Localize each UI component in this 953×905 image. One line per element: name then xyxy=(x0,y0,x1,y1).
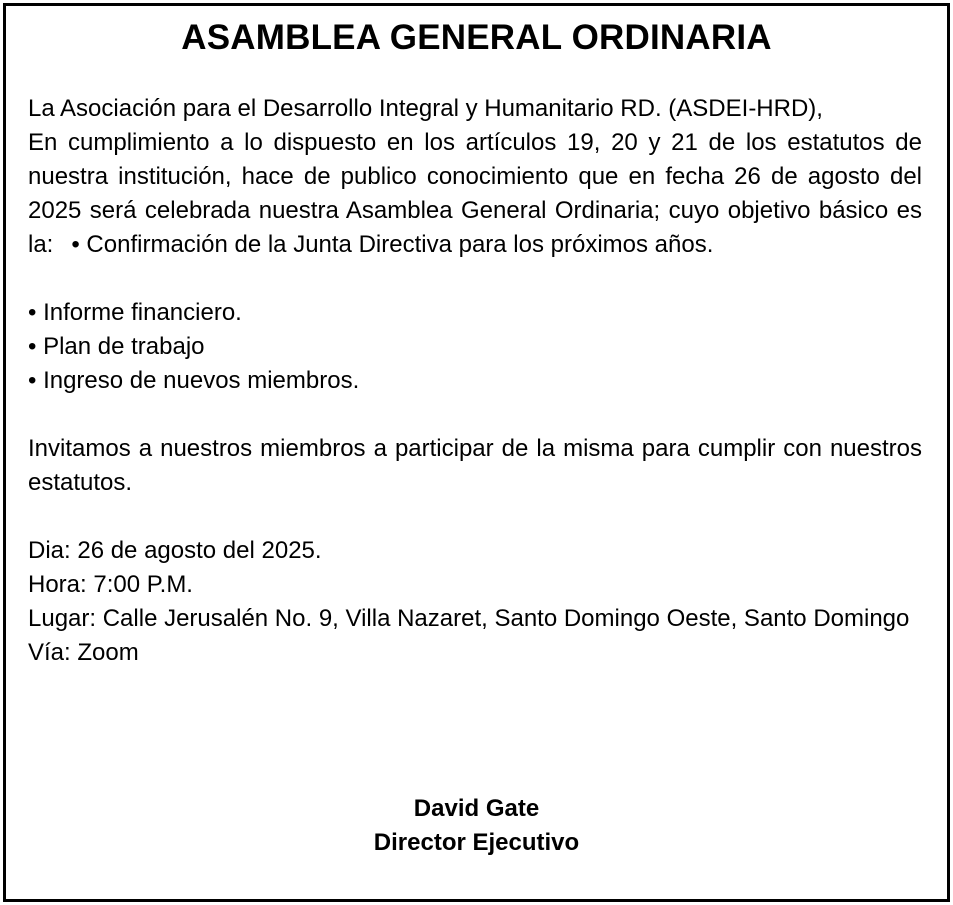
objective-bullet-plan: • Plan de trabajo xyxy=(28,333,205,360)
intro-text: En cumplimiento a lo dispuesto en los artículos 19, 20 y 21 de los estatutos de nuestra institución, hace de publico conocimiento que en fecha 26 de agosto del 2025 será celebrada nuestra Asamblea General Ordinaria; cuyo objetivo básico es la: xyxy=(28,129,922,258)
spacer xyxy=(28,398,922,432)
notice-body xyxy=(28,92,922,670)
signature-block xyxy=(6,792,947,860)
objective-bullet-finance: • Informe financiero. xyxy=(28,299,242,326)
signatory-name: David Gate xyxy=(413,795,540,822)
notice-title: ASAMBLEA GENERAL ORDINARIA xyxy=(181,18,772,57)
detail-date: Dia: 26 de agosto del 2025. xyxy=(28,537,322,564)
spacer xyxy=(28,262,922,296)
objective-bullet-members: • Ingreso de nuevos miembros. xyxy=(28,367,360,394)
organization-name: La Asociación para el Desarrollo Integral y Humanitario RD. (ASDEI-HRD), xyxy=(28,95,823,122)
notice-frame xyxy=(3,3,950,902)
detail-place: Lugar: Calle Jerusalén No. 9, Villa Nazaret, Santo Domingo Oeste, Santo Domingo xyxy=(28,605,910,632)
objective-bullet-confirmation: • Confirmación de la Junta Directiva para los próximos años. xyxy=(71,231,714,258)
detail-via: Vía: Zoom xyxy=(28,639,139,666)
intro-paragraph xyxy=(28,126,922,262)
spacer xyxy=(28,500,922,534)
invitation-paragraph: Invitamos a nuestros miembros a participar de la misma para cumplir con nuestros estatutos. xyxy=(28,435,922,496)
detail-time: Hora: 7:00 P.M. xyxy=(28,571,193,598)
signatory-role: Director Ejecutivo xyxy=(373,829,580,856)
